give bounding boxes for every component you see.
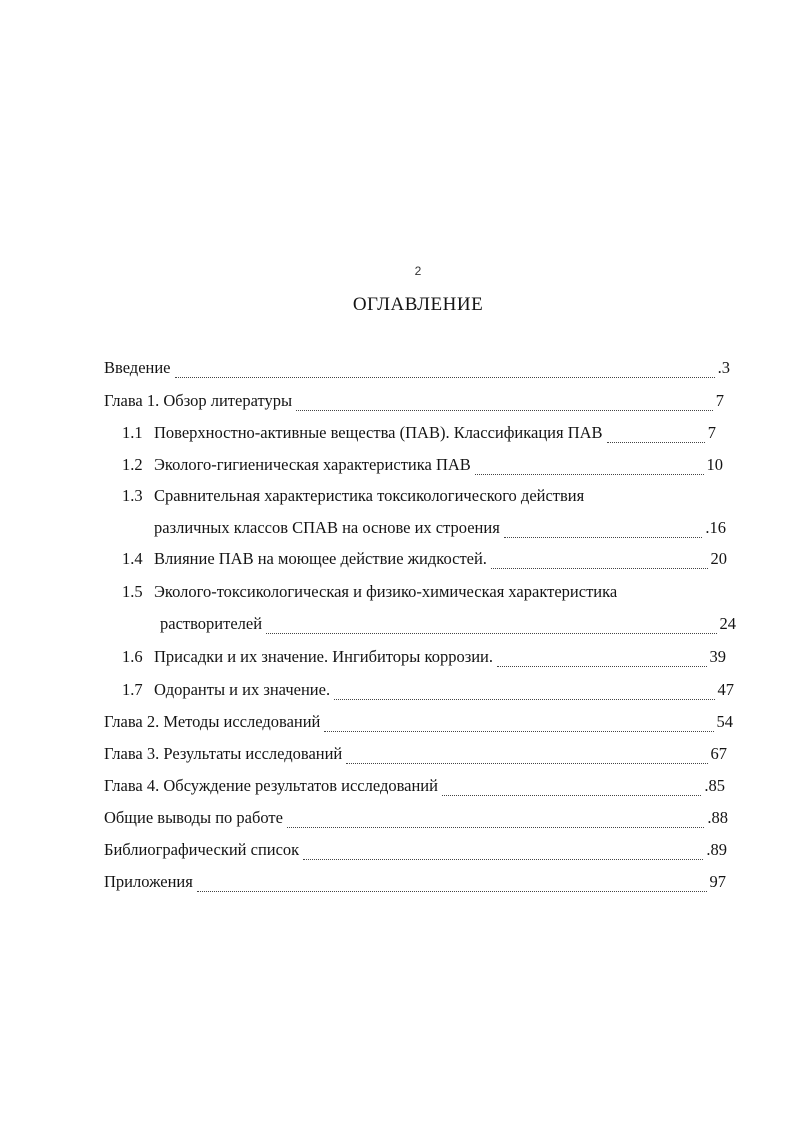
toc-entry-section-1-7 xyxy=(122,680,734,706)
toc-entry-page: 20 xyxy=(710,549,727,568)
toc-entry-section-1-5-line1 xyxy=(122,582,617,608)
dot-leader xyxy=(303,859,703,860)
dot-leader xyxy=(324,731,713,732)
toc-entry-appendix xyxy=(104,872,726,898)
toc-entry-page: 67 xyxy=(710,744,727,763)
toc-section-number: 1.1 xyxy=(122,423,143,442)
toc-entry-page: 54 xyxy=(716,712,733,731)
toc-entry-page: 7 xyxy=(715,391,724,410)
toc-entry-label: Эколого-токсикологическая и физико-химическая характеристика xyxy=(154,582,618,601)
toc-entry-chapter-2 xyxy=(104,712,733,738)
toc-section-number: 1.3 xyxy=(122,486,143,505)
toc-entry-label: Сравнительная характеристика токсикологического действия xyxy=(154,486,585,505)
toc-entry-page: 47 xyxy=(717,680,734,699)
toc-entry-page: .88 xyxy=(707,808,728,827)
toc-entry-section-1-1 xyxy=(122,423,716,449)
toc-entry-label: Глава 4. Обсуждение результатов исследований xyxy=(104,776,438,795)
toc-entry-label: Приложения xyxy=(104,872,193,891)
toc-entry-chapter-3 xyxy=(104,744,727,770)
toc-entry-section-1-4 xyxy=(122,549,727,575)
toc-entry-section-1-2 xyxy=(122,455,723,481)
dot-leader xyxy=(197,891,707,892)
toc-entry-section-1-3-line1 xyxy=(122,486,584,512)
toc-entry-label: Поверхностно-активные вещества (ПАВ). Классификация ПАВ xyxy=(154,423,603,442)
toc-entry-page: .3 xyxy=(717,358,730,377)
toc-entry-section-1-6 xyxy=(122,647,726,673)
toc-entry-page: 97 xyxy=(709,872,726,891)
toc-entry-intro xyxy=(104,358,730,384)
toc-entry-page: .16 xyxy=(705,518,726,537)
toc-entry-label-continued: растворителей xyxy=(160,614,263,633)
dot-leader xyxy=(607,442,705,443)
toc-entry-label: Глава 1. Обзор литературы xyxy=(104,391,293,410)
toc-entry-label-continued: различных классов СПАВ на основе их строения xyxy=(154,518,500,537)
toc-entry-page: 39 xyxy=(709,647,726,666)
dot-leader xyxy=(442,795,701,796)
toc-entry-section-1-3 xyxy=(154,518,726,544)
toc-section-number: 1.4 xyxy=(122,549,143,568)
dot-leader xyxy=(504,537,703,538)
toc-entry-label: Общие выводы по работе xyxy=(104,808,283,827)
toc-entry-label: Глава 2. Методы исследований xyxy=(104,712,321,731)
page-number: 2 xyxy=(414,264,422,278)
dot-leader xyxy=(334,699,714,700)
toc-entry-label: Введение xyxy=(104,358,171,377)
toc-entry-page: .89 xyxy=(706,840,727,859)
toc-entry-page: 24 xyxy=(719,614,736,633)
dot-leader xyxy=(287,827,704,828)
toc-entry-label: Библиографический список xyxy=(104,840,300,859)
dot-leader xyxy=(266,633,716,634)
toc-entry-label: Эколого-гигиеническая характеристика ПАВ xyxy=(154,455,471,474)
dot-leader xyxy=(497,666,707,667)
dot-leader xyxy=(475,474,704,475)
toc-section-number: 1.5 xyxy=(122,582,143,601)
toc-entry-label: Присадки и их значение. Ингибиторы коррозии. xyxy=(154,647,493,666)
dot-leader xyxy=(296,410,713,411)
toc-entry-page: 7 xyxy=(707,423,716,442)
toc-entry-label: Влияние ПАВ на моющее действие жидкостей. xyxy=(154,549,487,568)
toc-section-number: 1.6 xyxy=(122,647,143,666)
dot-leader xyxy=(491,568,708,569)
dot-leader xyxy=(175,377,715,378)
toc-entry-page: .85 xyxy=(704,776,725,795)
toc-entry-label: Глава 3. Результаты исследований xyxy=(104,744,343,763)
toc-section-number: 1.7 xyxy=(122,680,143,699)
dot-leader xyxy=(346,763,707,764)
toc-entry-chapter-4 xyxy=(104,776,725,802)
page-title: ОГЛАВЛЕНИЕ xyxy=(352,294,484,315)
toc-entry-page: 10 xyxy=(706,455,723,474)
toc-entry-section-1-5 xyxy=(160,614,736,640)
toc-entry-conclusions xyxy=(104,808,728,834)
toc-entry-bibliography xyxy=(104,840,727,866)
toc-entry-label: Одоранты и их значение. xyxy=(154,680,331,699)
toc-section-number: 1.2 xyxy=(122,455,143,474)
toc-entry-chapter-1 xyxy=(104,391,724,417)
